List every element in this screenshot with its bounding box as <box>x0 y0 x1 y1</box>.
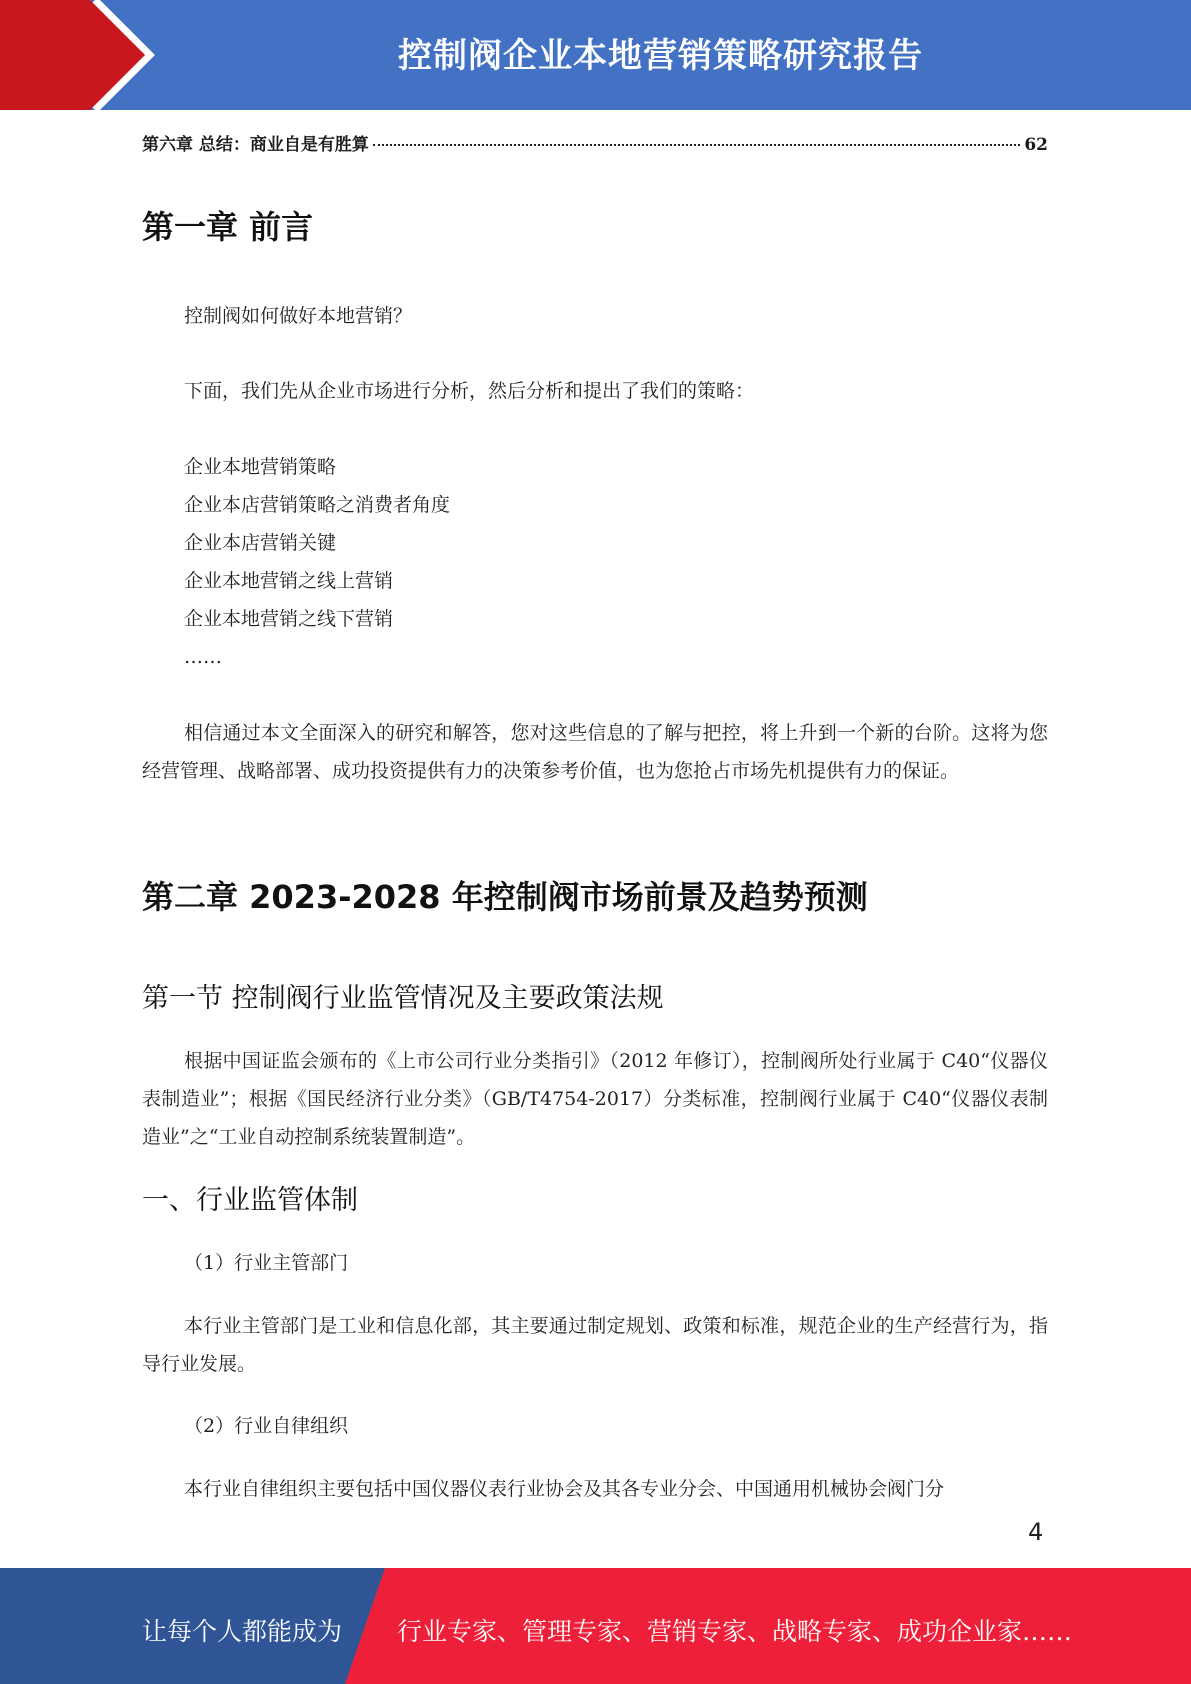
chapter-1-title: 第一章 前言 <box>142 208 314 246</box>
header-arrow-decoration <box>0 0 200 110</box>
list-item: 企业本地营销策略 <box>184 456 337 478</box>
chapter-1-question: 控制阀如何做好本地营销？ <box>184 305 413 327</box>
item-1-label: （1）行业主管部门 <box>184 1252 349 1274</box>
chapter-1-closing: 相信通过本文全面深入的研究和解答，您对这些信息的了解与把控，将上升到一个新的台阶。这将为您经营管理、战略部署、成功投资提供有力的决策参考价值，也为您抢占市场先机提供有力的保证。 <box>142 722 1048 782</box>
toc-dot-leader <box>373 144 1020 146</box>
item-2-label: （2）行业自律组织 <box>184 1415 349 1437</box>
section-1-paragraph: 根据中国证监会颁布的《上市公司行业分类指引》（2012 年修订），控制阀所处行业属于 C40“仪器仪表制造业”；根据《国民经济行业分类》（GB/T4754-2017）分类标准，控制阀行业属于 C40“仪器仪表制造业”之“工业自动控制系统装置制造”。 <box>142 1050 1048 1148</box>
page-header <box>0 0 1191 110</box>
subsection-1-title: 一、行业监管体制 <box>142 1185 358 1216</box>
chapter-1-intro: 下面，我们先从企业市场进行分析，然后分析和提出了我们的策略： <box>184 380 755 402</box>
toc-entry[interactable] <box>142 130 1048 156</box>
page-footer <box>0 1568 1191 1684</box>
list-item: 企业本地营销之线上营销 <box>184 570 394 592</box>
toc-entry-label: 第六章 总结：商业自是有胜算 <box>142 135 369 155</box>
strategy-list <box>184 448 450 676</box>
list-item: …… <box>184 646 222 668</box>
report-title: 控制阀企业本地营销策略研究报告 <box>398 36 923 76</box>
footer-slogan-right: 行业专家、管理专家、营销专家、战略专家、成功企业家…… <box>397 1617 1073 1646</box>
item-1-text: 本行业主管部门是工业和信息化部，其主要通过制定规划、政策和标准，规范企业的生产经营行为，指导行业发展。 <box>142 1315 1048 1375</box>
list-item: 企业本店营销策略之消费者角度 <box>184 494 451 516</box>
chapter-2-title: 第二章 2023-2028 年控制阀市场前景及趋势预测 <box>142 878 868 916</box>
footer-slogan-left: 让每个人都能成为 <box>142 1617 343 1646</box>
section-1-title: 第一节 控制阀行业监管情况及主要政策法规 <box>142 983 664 1014</box>
item-2-text: 本行业自律组织主要包括中国仪器仪表行业协会及其各专业分会、中国通用机械协会阀门分 <box>184 1478 945 1500</box>
page-number: 4 <box>1028 1518 1044 1546</box>
list-item: 企业本地营销之线下营销 <box>184 608 394 630</box>
list-item: 企业本店营销关键 <box>184 532 337 554</box>
toc-entry-page: 62 <box>1024 135 1048 155</box>
